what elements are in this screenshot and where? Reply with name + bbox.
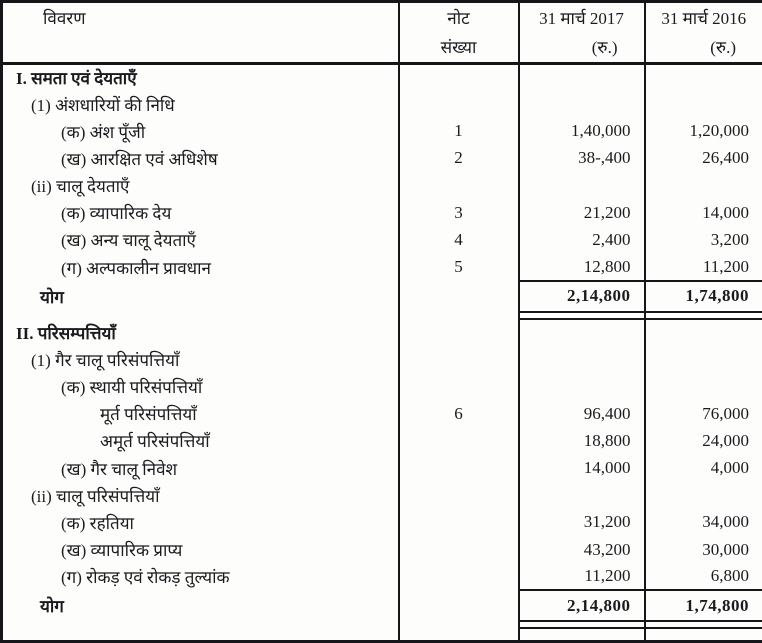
table-row: [2, 118, 762, 145]
row-particulars: [2, 621, 399, 628]
row-amount-2016: 4,000: [645, 455, 762, 482]
row-note-number: [399, 536, 519, 563]
row-note-number: [399, 563, 519, 590]
table-row: [2, 199, 762, 226]
header-particulars: [2, 2, 399, 64]
table-header: [2, 2, 762, 64]
row-amount-2016: 34,000: [645, 509, 762, 536]
row-amount-2016: [645, 312, 762, 319]
table-row: [2, 536, 762, 563]
table-row: [2, 373, 762, 400]
row-particulars: अमूर्त परिसंपत्तियाँ: [100, 432, 210, 452]
row-amount-2016: [645, 373, 762, 400]
table-row: [2, 312, 762, 319]
row-particulars: (1) अंशधारियों की निधि: [31, 95, 175, 115]
row-amount-2017: 2,400: [519, 226, 645, 253]
row-particulars: (1) गैर चालू परिसंपत्तियाँ: [31, 351, 180, 371]
table-row: [2, 455, 762, 482]
row-amount-2017: [519, 621, 645, 628]
row-amount-2017: [519, 373, 645, 400]
row-amount-2016: 1,20,000: [645, 118, 762, 145]
row-note-number: [399, 455, 519, 482]
row-amount-2016: [645, 172, 762, 199]
row-particulars: II. परिसम्पत्तियाँ: [16, 323, 116, 343]
header-2017-date: 31 मार्च 2017: [539, 9, 624, 28]
row-particulars: (ख) व्यापारिक प्राप्य: [61, 541, 183, 560]
row-note-number: [399, 64, 519, 91]
header-year-2016: [645, 2, 762, 64]
row-particulars: (ख) गैर चालू निवेश: [61, 459, 178, 479]
header-particulars-label: विवरण: [43, 9, 86, 28]
row-note-number: [399, 312, 519, 319]
row-amount-2017: [519, 482, 645, 509]
row-particulars: (क) व्यापारिक देय: [61, 204, 172, 224]
row-amount-2017: [519, 628, 645, 641]
table-row: [2, 482, 762, 509]
row-amount-2016: [645, 64, 762, 91]
row-amount-2017: 12,800: [519, 253, 645, 280]
row-amount-2017: 2,14,800: [519, 281, 645, 312]
row-amount-2016: 30,000: [645, 536, 762, 563]
table-row: [2, 64, 762, 91]
header-2016-currency: (रु.): [710, 38, 736, 57]
row-amount-2016: [645, 319, 762, 346]
row-amount-2017: 11,200: [519, 563, 645, 590]
row-amount-2016: 1,74,800: [645, 281, 762, 312]
row-amount-2017: [519, 319, 645, 346]
table-row: [2, 172, 762, 199]
row-amount-2017: 21,200: [519, 199, 645, 226]
row-amount-2017: 18,800: [519, 427, 645, 454]
header-note-number: [399, 2, 519, 64]
row-amount-2017: [519, 64, 645, 91]
header-2017-currency: (रु.): [591, 38, 618, 57]
row-particulars: (ख) अन्य चालू देयताएँ: [61, 231, 196, 251]
row-note-number: [399, 482, 519, 509]
row-amount-2016: [645, 482, 762, 509]
row-particulars: मूर्त परिसंपत्तियाँ: [100, 405, 197, 425]
row-amount-2017: 1,40,000: [519, 118, 645, 145]
row-amount-2017: 31,200: [519, 509, 645, 536]
row-note-number: [399, 91, 519, 118]
row-particulars: I. समता एवं देयताएँ: [16, 69, 137, 89]
table-row: [2, 427, 762, 454]
table-row: [2, 281, 762, 312]
row-note-number: [399, 509, 519, 536]
table-row: [2, 621, 762, 628]
row-note-number: [399, 590, 519, 621]
row-amount-2016: [645, 91, 762, 118]
row-amount-2016: 76,000: [645, 400, 762, 427]
header-year-2017: [519, 2, 645, 64]
table-row: [2, 590, 762, 621]
row-particulars: [2, 628, 399, 641]
table-row: [2, 253, 762, 280]
row-note-number: 4: [399, 226, 519, 253]
row-amount-2017: 96,400: [519, 400, 645, 427]
row-note-number: [399, 427, 519, 454]
row-particulars: (ii) चालू परिसंपत्तियाँ: [31, 486, 160, 506]
table-row: [2, 346, 762, 373]
row-note-number: 6: [399, 400, 519, 427]
row-particulars: (ग) अल्पकालीन प्रावधान: [61, 258, 211, 278]
row-amount-2016: 14,000: [645, 199, 762, 226]
row-amount-2016: [645, 628, 762, 641]
row-particulars: (ii) चालू देयताएँ: [31, 177, 130, 197]
row-amount-2017: [519, 346, 645, 373]
balance-sheet-body: [2, 64, 762, 642]
row-particulars: योग: [40, 597, 64, 617]
header-note-line1: नोट: [447, 9, 470, 28]
row-amount-2017: [519, 91, 645, 118]
header-note-line2: संख्या: [440, 38, 477, 57]
row-amount-2016: [645, 346, 762, 373]
row-particulars: योग: [40, 287, 64, 307]
row-particulars: [2, 312, 399, 319]
row-particulars: (ग) रोकड़ एवं रोकड़ तुल्यांक: [61, 568, 230, 588]
row-note-number: [399, 319, 519, 346]
table-row: [2, 91, 762, 118]
table-row: [2, 400, 762, 427]
row-amount-2017: [519, 172, 645, 199]
row-note-number: [399, 373, 519, 400]
row-note-number: [399, 621, 519, 628]
row-note-number: 1: [399, 118, 519, 145]
table-header-row: [2, 2, 762, 64]
row-amount-2016: 6,800: [645, 563, 762, 590]
row-note-number: 5: [399, 253, 519, 280]
row-note-number: 2: [399, 145, 519, 172]
row-note-number: 3: [399, 199, 519, 226]
row-amount-2016: 3,200: [645, 226, 762, 253]
row-amount-2016: 11,200: [645, 253, 762, 280]
row-amount-2016: 24,000: [645, 427, 762, 454]
row-particulars: (क) स्थायी परिसंपत्तियाँ: [61, 378, 203, 398]
row-amount-2016: 1,74,800: [645, 590, 762, 621]
table-row: [2, 628, 762, 641]
row-particulars: (क) रहतिया: [61, 513, 134, 533]
row-note-number: [399, 628, 519, 641]
row-particulars: (ख) आरक्षित एवं अधिशेष: [61, 149, 218, 169]
row-amount-2017: 14,000: [519, 455, 645, 482]
row-particulars: (क) अंश पूँजी: [61, 122, 146, 142]
table-row: [2, 145, 762, 172]
table-row: [2, 509, 762, 536]
row-amount-2016: 26,400: [645, 145, 762, 172]
table-row: [2, 226, 762, 253]
row-amount-2016: [645, 621, 762, 628]
row-note-number: [399, 346, 519, 373]
row-amount-2017: 2,14,800: [519, 590, 645, 621]
row-note-number: [399, 172, 519, 199]
header-2016-date: 31 मार्च 2016: [661, 9, 747, 28]
table-row: [2, 319, 762, 346]
row-amount-2017: [519, 312, 645, 319]
row-note-number: [399, 281, 519, 312]
table-row: [2, 563, 762, 590]
row-amount-2017: 43,200: [519, 536, 645, 563]
row-amount-2017: 38-,400: [519, 145, 645, 172]
